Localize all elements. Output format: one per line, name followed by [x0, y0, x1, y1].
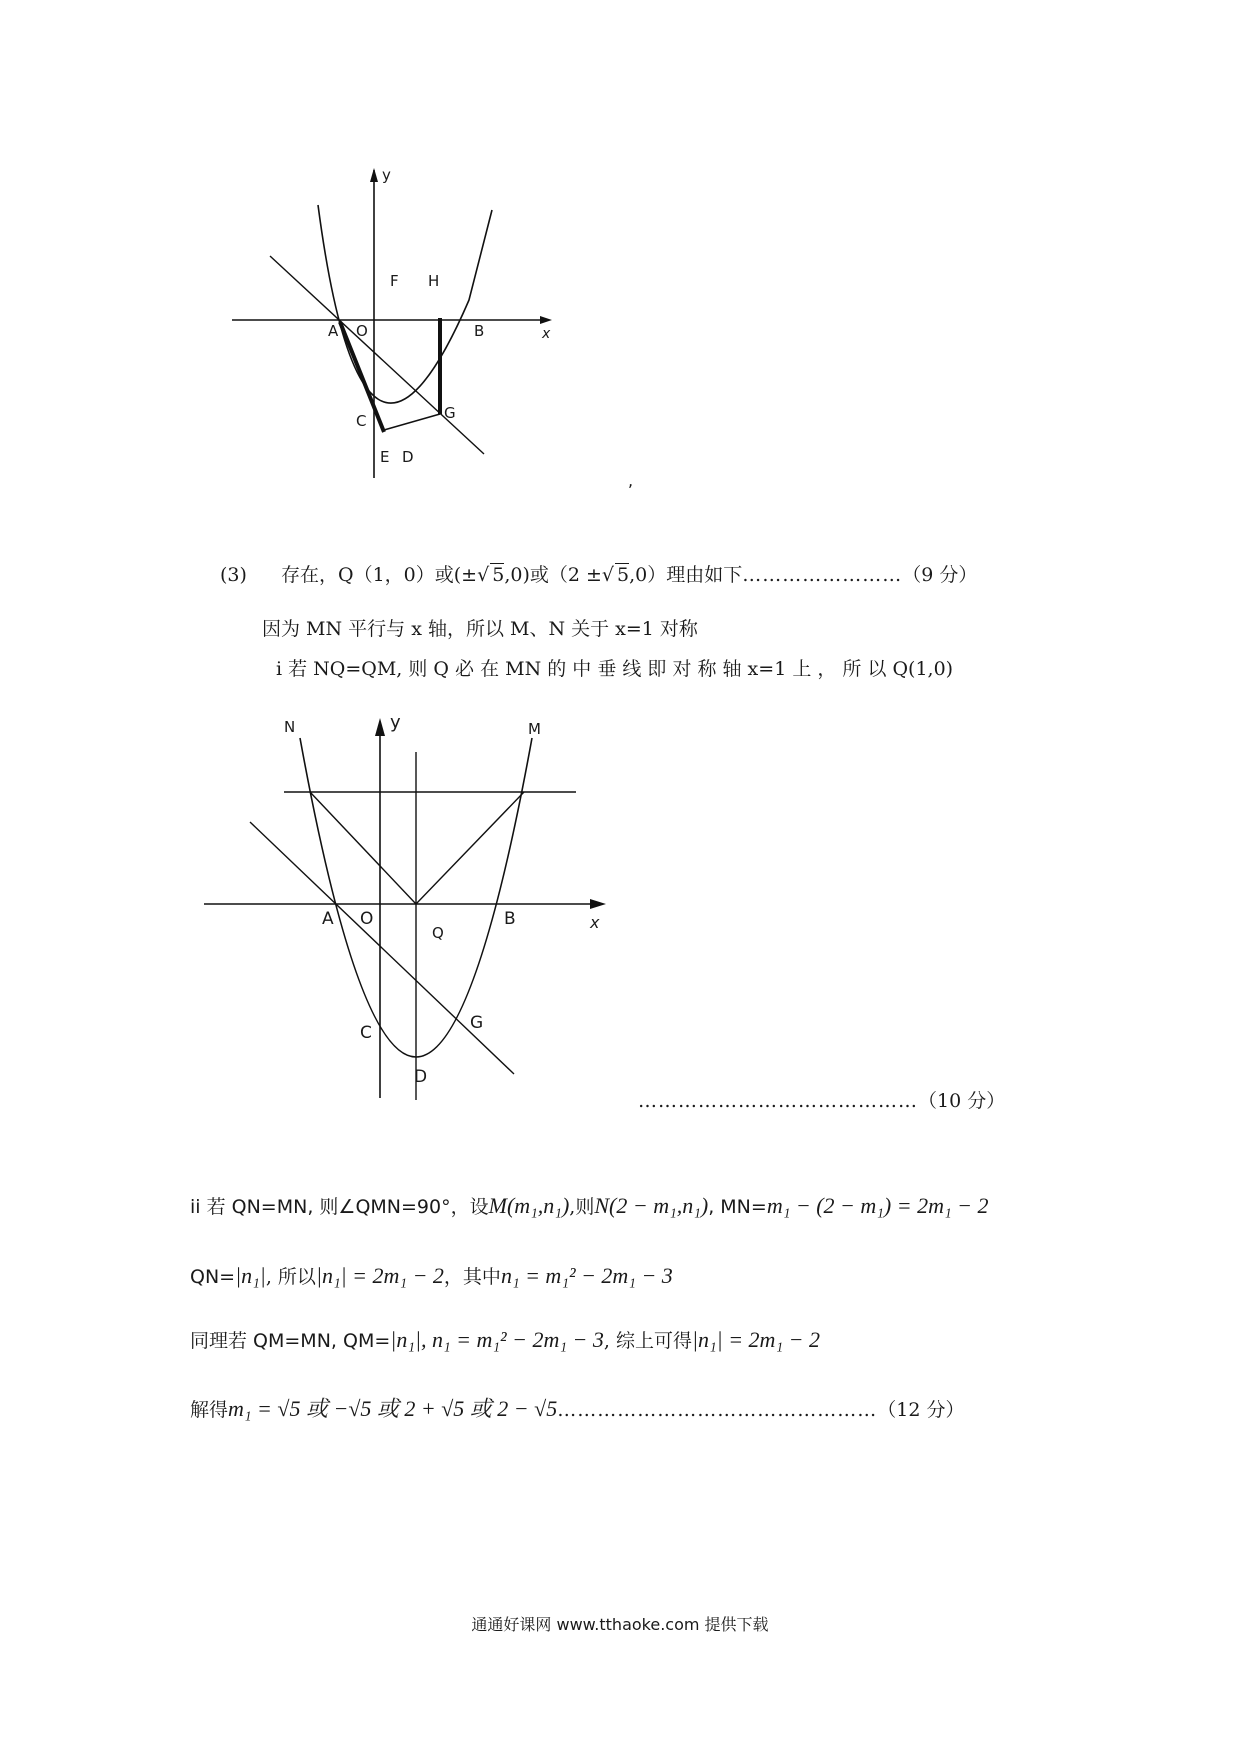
figure2-dots: ……………………………………	[638, 1090, 918, 1112]
fig2-x-arrow	[590, 899, 606, 909]
section3-dots: ……………………	[742, 564, 903, 586]
section3-number: (3)	[220, 564, 247, 586]
fig2-label-a: A	[322, 909, 334, 929]
part-ii-l2-abs: |n₁|	[235, 1263, 266, 1288]
section3-mid2: ,0）理由如下	[629, 564, 743, 586]
figure2-score-line	[638, 1086, 1005, 1113]
part-ii-l4-dots: …………………………………………	[557, 1399, 878, 1421]
fig1-label-a: A	[328, 322, 339, 340]
part-ii-line-2	[190, 1262, 673, 1289]
fig1-label-f: F	[390, 272, 399, 290]
part-ii-l1-n: N	[594, 1193, 610, 1218]
fig2-label-g: G	[470, 1013, 484, 1033]
fig2-label-b: B	[504, 909, 516, 929]
sqrt-sign: √	[477, 564, 490, 586]
part-ii-l3-abs: |n₁|	[390, 1327, 422, 1352]
fig2-y-arrow	[375, 718, 385, 736]
fig2-label-x: x	[590, 913, 600, 932]
part-ii-l3-a: 同理若 QM=MN, QM=	[190, 1330, 391, 1352]
section3-line-3: i 若 NQ=QM, 则 Q 必 在 MN 的 中 垂 线 即 对 称 轴 x=1 上 ， 所 以 Q(1,0)	[276, 658, 954, 680]
part-ii-l1-mn: , MN=	[708, 1196, 767, 1218]
fig1-label-h: H	[428, 272, 440, 290]
part-ii-l2-so: , 所以	[265, 1266, 316, 1288]
part-ii-line-1	[190, 1192, 988, 1219]
fig2-label-q: Q	[432, 924, 444, 942]
section3-sqrt2: 5	[617, 564, 630, 586]
section3-line-2: 因为 MN 平行与 x 轴，所以 M、N 关于 x=1 对称	[262, 618, 698, 640]
part-ii-l2-qn: QN=	[190, 1266, 236, 1288]
fig2-label-m: M	[528, 720, 541, 738]
fig2-label-c: C	[360, 1023, 372, 1043]
fig2-label-y: y	[390, 712, 401, 733]
part-ii-l1-then: ,则	[569, 1196, 595, 1218]
part-ii-l4-score: （12 分）	[877, 1399, 965, 1421]
part-ii-l3-eq: |n₁| = 2m₁ − 2	[691, 1327, 820, 1352]
part-ii-l2-where: ，其中	[443, 1266, 501, 1288]
part-ii-l4-a: 解得	[190, 1399, 229, 1421]
section3-mid1: ,0)或（2 ±	[504, 564, 602, 586]
fig2-segment-nq	[310, 792, 416, 904]
fig2-label-n: N	[284, 718, 296, 736]
part-ii-l1-text: ii 若 QN=MN, 则∠QMN=90°，设	[190, 1196, 489, 1218]
fig1-comma: ,	[628, 471, 634, 490]
section3-sqrt1: 5	[492, 564, 505, 586]
part-ii-line-4	[190, 1392, 964, 1423]
part-ii-line-3	[190, 1326, 820, 1353]
fig1-label-g: G	[444, 404, 456, 422]
page-footer: 通通好课网 www.tthaoke.com 提供下载	[471, 1615, 769, 1634]
part-ii-l4-expr: m₁ = √5 或 −√5 或 2 + √5 或 2 − √5	[228, 1396, 558, 1421]
part-ii-l3-b: , 综上可得	[603, 1330, 692, 1352]
section3-lead: 存在，Q（1，0）或(±	[281, 564, 478, 586]
fig1-label-y: y	[382, 166, 391, 184]
fig1-label-o: O	[356, 322, 368, 340]
fig1-label-d: D	[402, 448, 414, 466]
fig1-label-x: x	[542, 326, 551, 342]
part-ii-l1-m: M	[488, 1193, 507, 1218]
fig2-line-ag	[250, 822, 514, 1074]
figure2-score: （10 分）	[918, 1090, 1006, 1112]
part-ii-l2-eq: |n₁| = 2m₁ − 2	[315, 1263, 444, 1288]
fig1-label-b: B	[474, 322, 485, 340]
section3-score: （9 分）	[902, 564, 978, 586]
part-ii-l1-n-coords: (2 − m₁,n₁)	[609, 1193, 709, 1218]
sqrt-sign: √	[601, 564, 615, 586]
part-ii-l1-m-coords: (m₁,n₁)	[506, 1193, 570, 1218]
part-ii-l2-n: n₁ = m₁² − 2m₁ − 3	[500, 1263, 673, 1288]
fig2-segment-mq	[416, 792, 524, 904]
fig2-label-d: D	[414, 1067, 428, 1087]
part-ii-l1-expr: m₁ − (2 − m₁) = 2m₁ − 2	[766, 1193, 989, 1218]
fig1-label-c: C	[356, 412, 367, 430]
part-ii-l3-n: , n₁ = m₁² − 2m₁ − 3	[421, 1327, 604, 1352]
fig2-label-o: O	[360, 909, 374, 929]
fig1-label-e: E	[380, 448, 390, 466]
